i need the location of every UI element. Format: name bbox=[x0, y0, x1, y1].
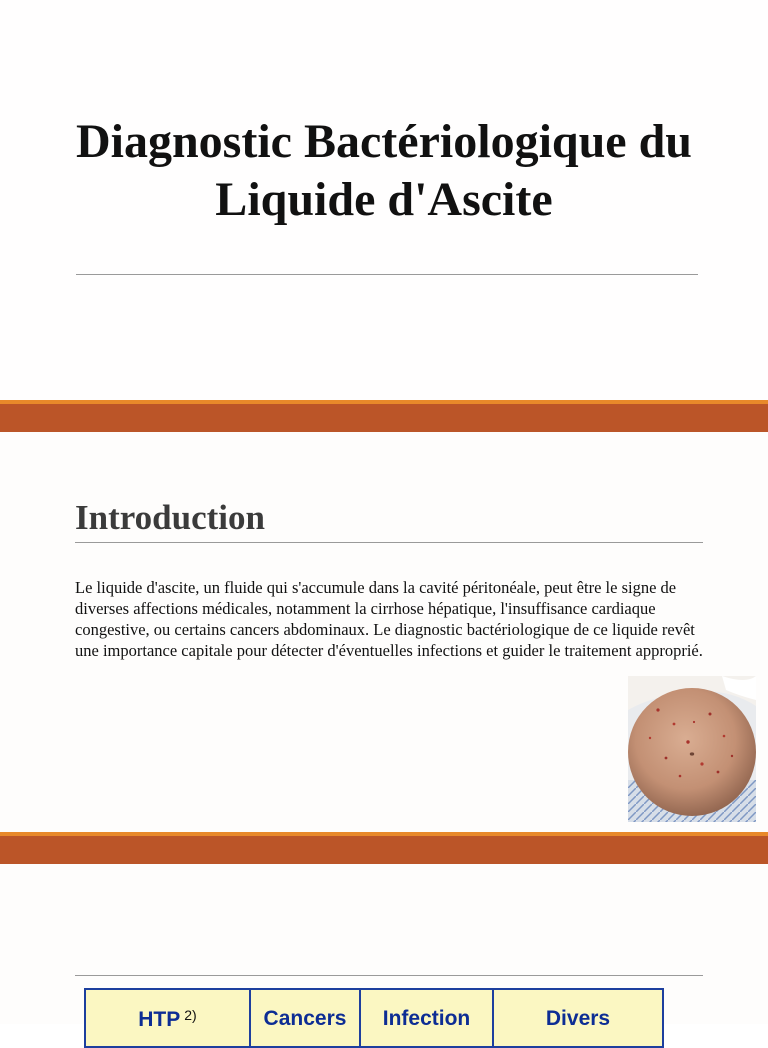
title-divider bbox=[76, 274, 698, 275]
table-header-label: Infection bbox=[382, 1007, 471, 1030]
table-header-label: Divers bbox=[545, 1007, 611, 1030]
slide-title-line-2: Liquide d'Ascite bbox=[215, 173, 553, 226]
abdomen-photo bbox=[628, 676, 756, 822]
introduction-paragraph: Le liquide d'ascite, un fluide qui s'accumule dans la cavité péritonéale, peut être le signe de diverses affections médicales, notamment la cirrhose hépatique, l'insuffisance cardiaque congestive, ou certains cancers abdominaux. Le diagnostic bactériologique de ce liquide revêt une importance capitale pour détecter d'éventuelles infections et guider le traitement approprié. bbox=[75, 578, 703, 660]
slide-title-line-1: Diagnostic Bactériologique du bbox=[75, 115, 692, 168]
table-header-infection bbox=[361, 990, 494, 1046]
slide-title bbox=[40, 113, 728, 229]
slide-separator bbox=[0, 832, 768, 864]
table-header-divers bbox=[494, 990, 662, 1046]
introduction-heading: Introduction bbox=[75, 498, 265, 537]
introduction-divider bbox=[75, 542, 703, 543]
title-slide bbox=[0, 0, 768, 400]
table-header-label: HTP bbox=[138, 1008, 181, 1031]
table-header-cancers bbox=[251, 990, 361, 1046]
causes-table bbox=[84, 988, 664, 1048]
slide-separator bbox=[0, 400, 768, 432]
abdomen-photo-illustration bbox=[628, 676, 756, 822]
table-header-label: Cancers bbox=[263, 1007, 347, 1030]
table-header-htp bbox=[86, 990, 251, 1046]
table-header-footnote: 2) bbox=[184, 1007, 197, 1023]
causes-divider bbox=[75, 975, 703, 976]
